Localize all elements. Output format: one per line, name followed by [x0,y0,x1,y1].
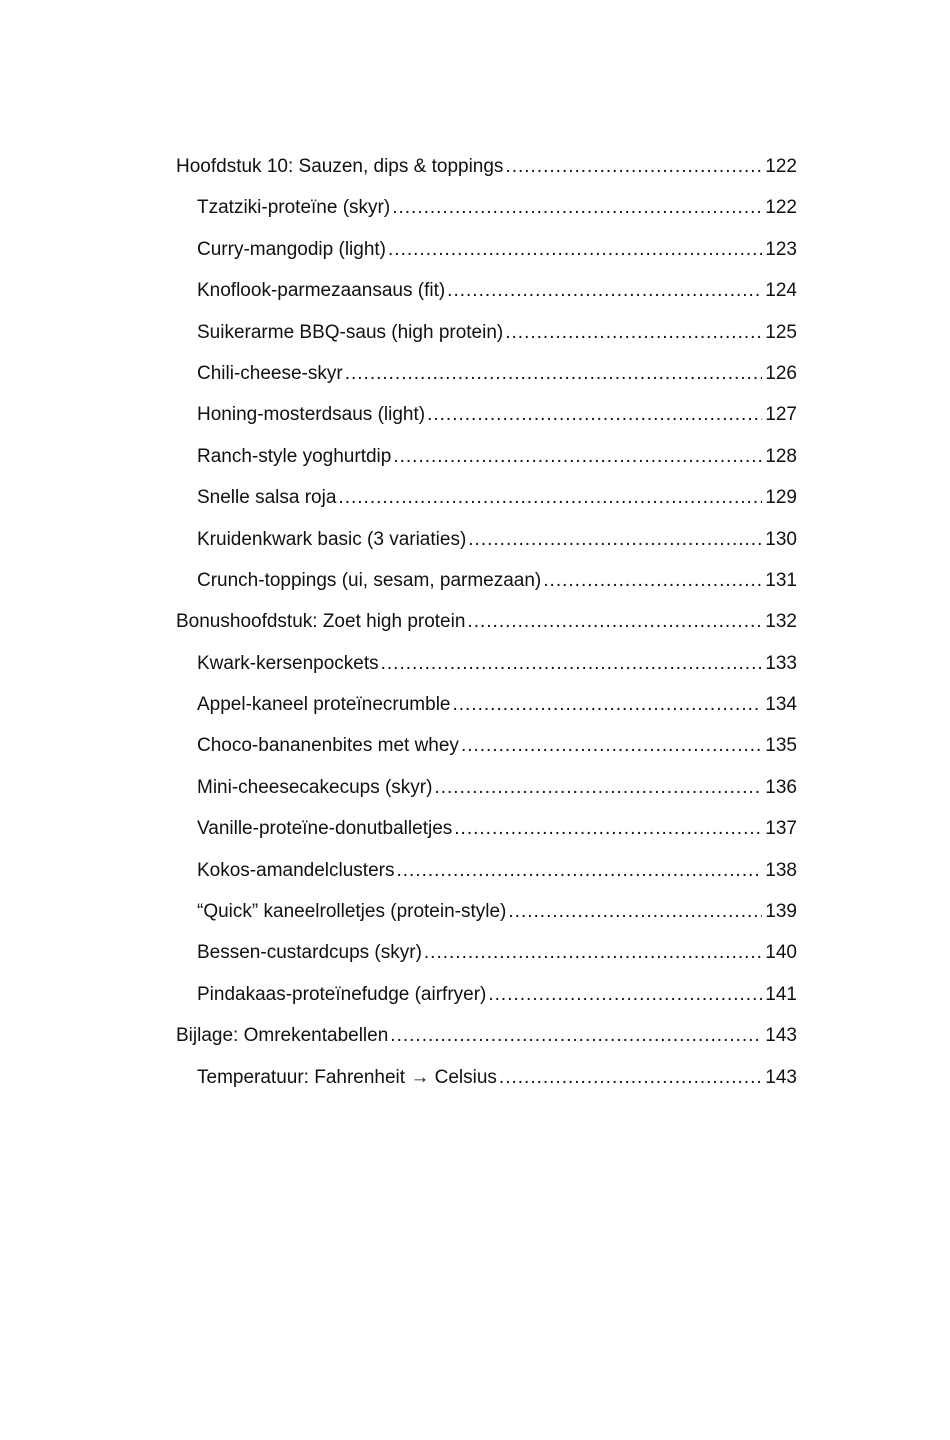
toc-entry[interactable] [176,146,797,187]
toc-dot-leader [508,891,762,932]
toc-dot-leader [467,601,762,642]
toc-dot-leader [392,187,762,228]
toc-page-number: 122 [765,156,797,177]
toc-page-number: 126 [765,362,797,384]
toc-page-number: 143 [765,1025,797,1047]
toc-entry[interactable] [176,270,797,311]
toc-page-number: 139 [765,901,797,923]
toc-entry-title: Kruidenkwark basic (3 variaties) [197,528,467,550]
toc-entry-title: Kokos-amandelclusters [197,859,395,881]
toc-entry[interactable] [176,394,797,435]
toc-entry-title: Temperatuur: Fahrenheit → Celsius [197,1066,497,1088]
toc-dot-leader [488,974,762,1015]
toc-page-number: 138 [765,859,797,881]
toc-entry[interactable] [176,1015,797,1056]
toc-dot-leader [447,270,762,311]
toc-page-number: 132 [765,611,797,633]
toc-dot-leader [424,932,762,973]
toc-entry-title: Mini-cheesecakecups (skyr) [197,776,433,798]
toc-entry-title: Bijlage: Omrekentabellen [176,1025,389,1047]
toc-dot-leader [381,643,763,684]
toc-entry-title: Pindakaas-proteïnefudge (airfryer) [197,983,487,1005]
toc-page-number: 134 [765,694,797,716]
toc-page-number: 129 [765,487,797,509]
toc-entry[interactable] [176,808,797,849]
toc-page-number: 141 [765,983,797,1005]
toc-dot-leader [453,684,763,725]
toc-dot-leader [427,394,762,435]
table-of-contents [176,146,797,1098]
toc-entry-title: Appel-kaneel proteïnecrumble [197,694,451,716]
toc-dot-leader [505,146,762,187]
toc-page-number: 131 [765,569,797,591]
toc-dot-leader [468,519,762,560]
toc-entry-title: Chili-cheese-skyr [197,362,343,384]
toc-entry[interactable] [176,725,797,766]
toc-page-number: 124 [765,280,797,302]
toc-entry[interactable] [176,436,797,477]
toc-dot-leader [390,1015,762,1056]
toc-entry-title: “Quick” kaneelrolletjes (protein-style) [197,901,507,923]
toc-entry-title: Curry-mangodip (light) [197,238,387,260]
toc-page-number: 133 [765,652,797,674]
toc-dot-leader [461,725,762,766]
toc-entry-title: Kwark-kersenpockets [197,652,379,674]
toc-entry-title: Honing-mosterdsaus (light) [197,404,426,426]
toc-entry[interactable] [176,353,797,394]
toc-dot-leader [505,312,762,353]
toc-entry-title: Vanille-proteïne-donutballetjes [197,818,453,840]
toc-entry-title: Ranch-style yoghurtdip [197,445,392,467]
toc-page-number: 123 [765,238,797,260]
toc-entry[interactable] [176,229,797,270]
toc-entry[interactable] [176,684,797,725]
toc-entry[interactable] [176,891,797,932]
toc-entry-title: Suikerarme BBQ-saus (high protein) [197,321,504,343]
toc-entry[interactable] [176,519,797,560]
toc-entry[interactable] [176,601,797,642]
toc-dot-leader [393,436,762,477]
toc-page-number: 130 [765,528,797,550]
toc-page-number: 122 [765,197,797,219]
toc-dot-leader [338,477,762,518]
toc-page-number: 143 [765,1066,797,1088]
toc-dot-leader [396,850,762,891]
toc-entry[interactable] [176,932,797,973]
toc-page-number: 137 [765,818,797,840]
toc-dot-leader [499,1057,762,1098]
toc-page-number: 128 [765,445,797,467]
toc-entry-title: Snelle salsa roja [197,487,337,509]
toc-entry-title: Choco-bananenbites met whey [197,735,459,757]
toc-entry-title: Bessen-custardcups (skyr) [197,942,422,964]
toc-page-number: 125 [765,321,797,343]
toc-dot-leader [434,767,762,808]
toc-entry[interactable] [176,974,797,1015]
toc-dot-leader [345,353,763,394]
toc-page-number: 127 [765,404,797,426]
toc-entry-title: Tzatziki-proteïne (skyr) [197,197,391,219]
toc-dot-leader [454,808,762,849]
toc-entry[interactable] [176,477,797,518]
toc-entry[interactable] [176,850,797,891]
toc-entry-title: Knoflook-parmezaansaus (fit) [197,280,446,302]
toc-entry[interactable] [176,560,797,601]
toc-entry[interactable] [176,767,797,808]
toc-dot-leader [543,560,762,601]
toc-entry[interactable] [176,643,797,684]
toc-entry[interactable] [176,1057,797,1098]
toc-page-number: 135 [765,735,797,757]
toc-entry[interactable] [176,187,797,228]
toc-dot-leader [388,229,762,270]
toc-entry[interactable] [176,312,797,353]
toc-entry-title: Bonushoofdstuk: Zoet high protein [176,611,466,633]
toc-entry-title: Hoofdstuk 10: Sauzen, dips & toppings [176,156,504,177]
toc-page-number: 136 [765,776,797,798]
toc-entry-title: Crunch-toppings (ui, sesam, parmezaan) [197,569,542,591]
toc-page-number: 140 [765,942,797,964]
